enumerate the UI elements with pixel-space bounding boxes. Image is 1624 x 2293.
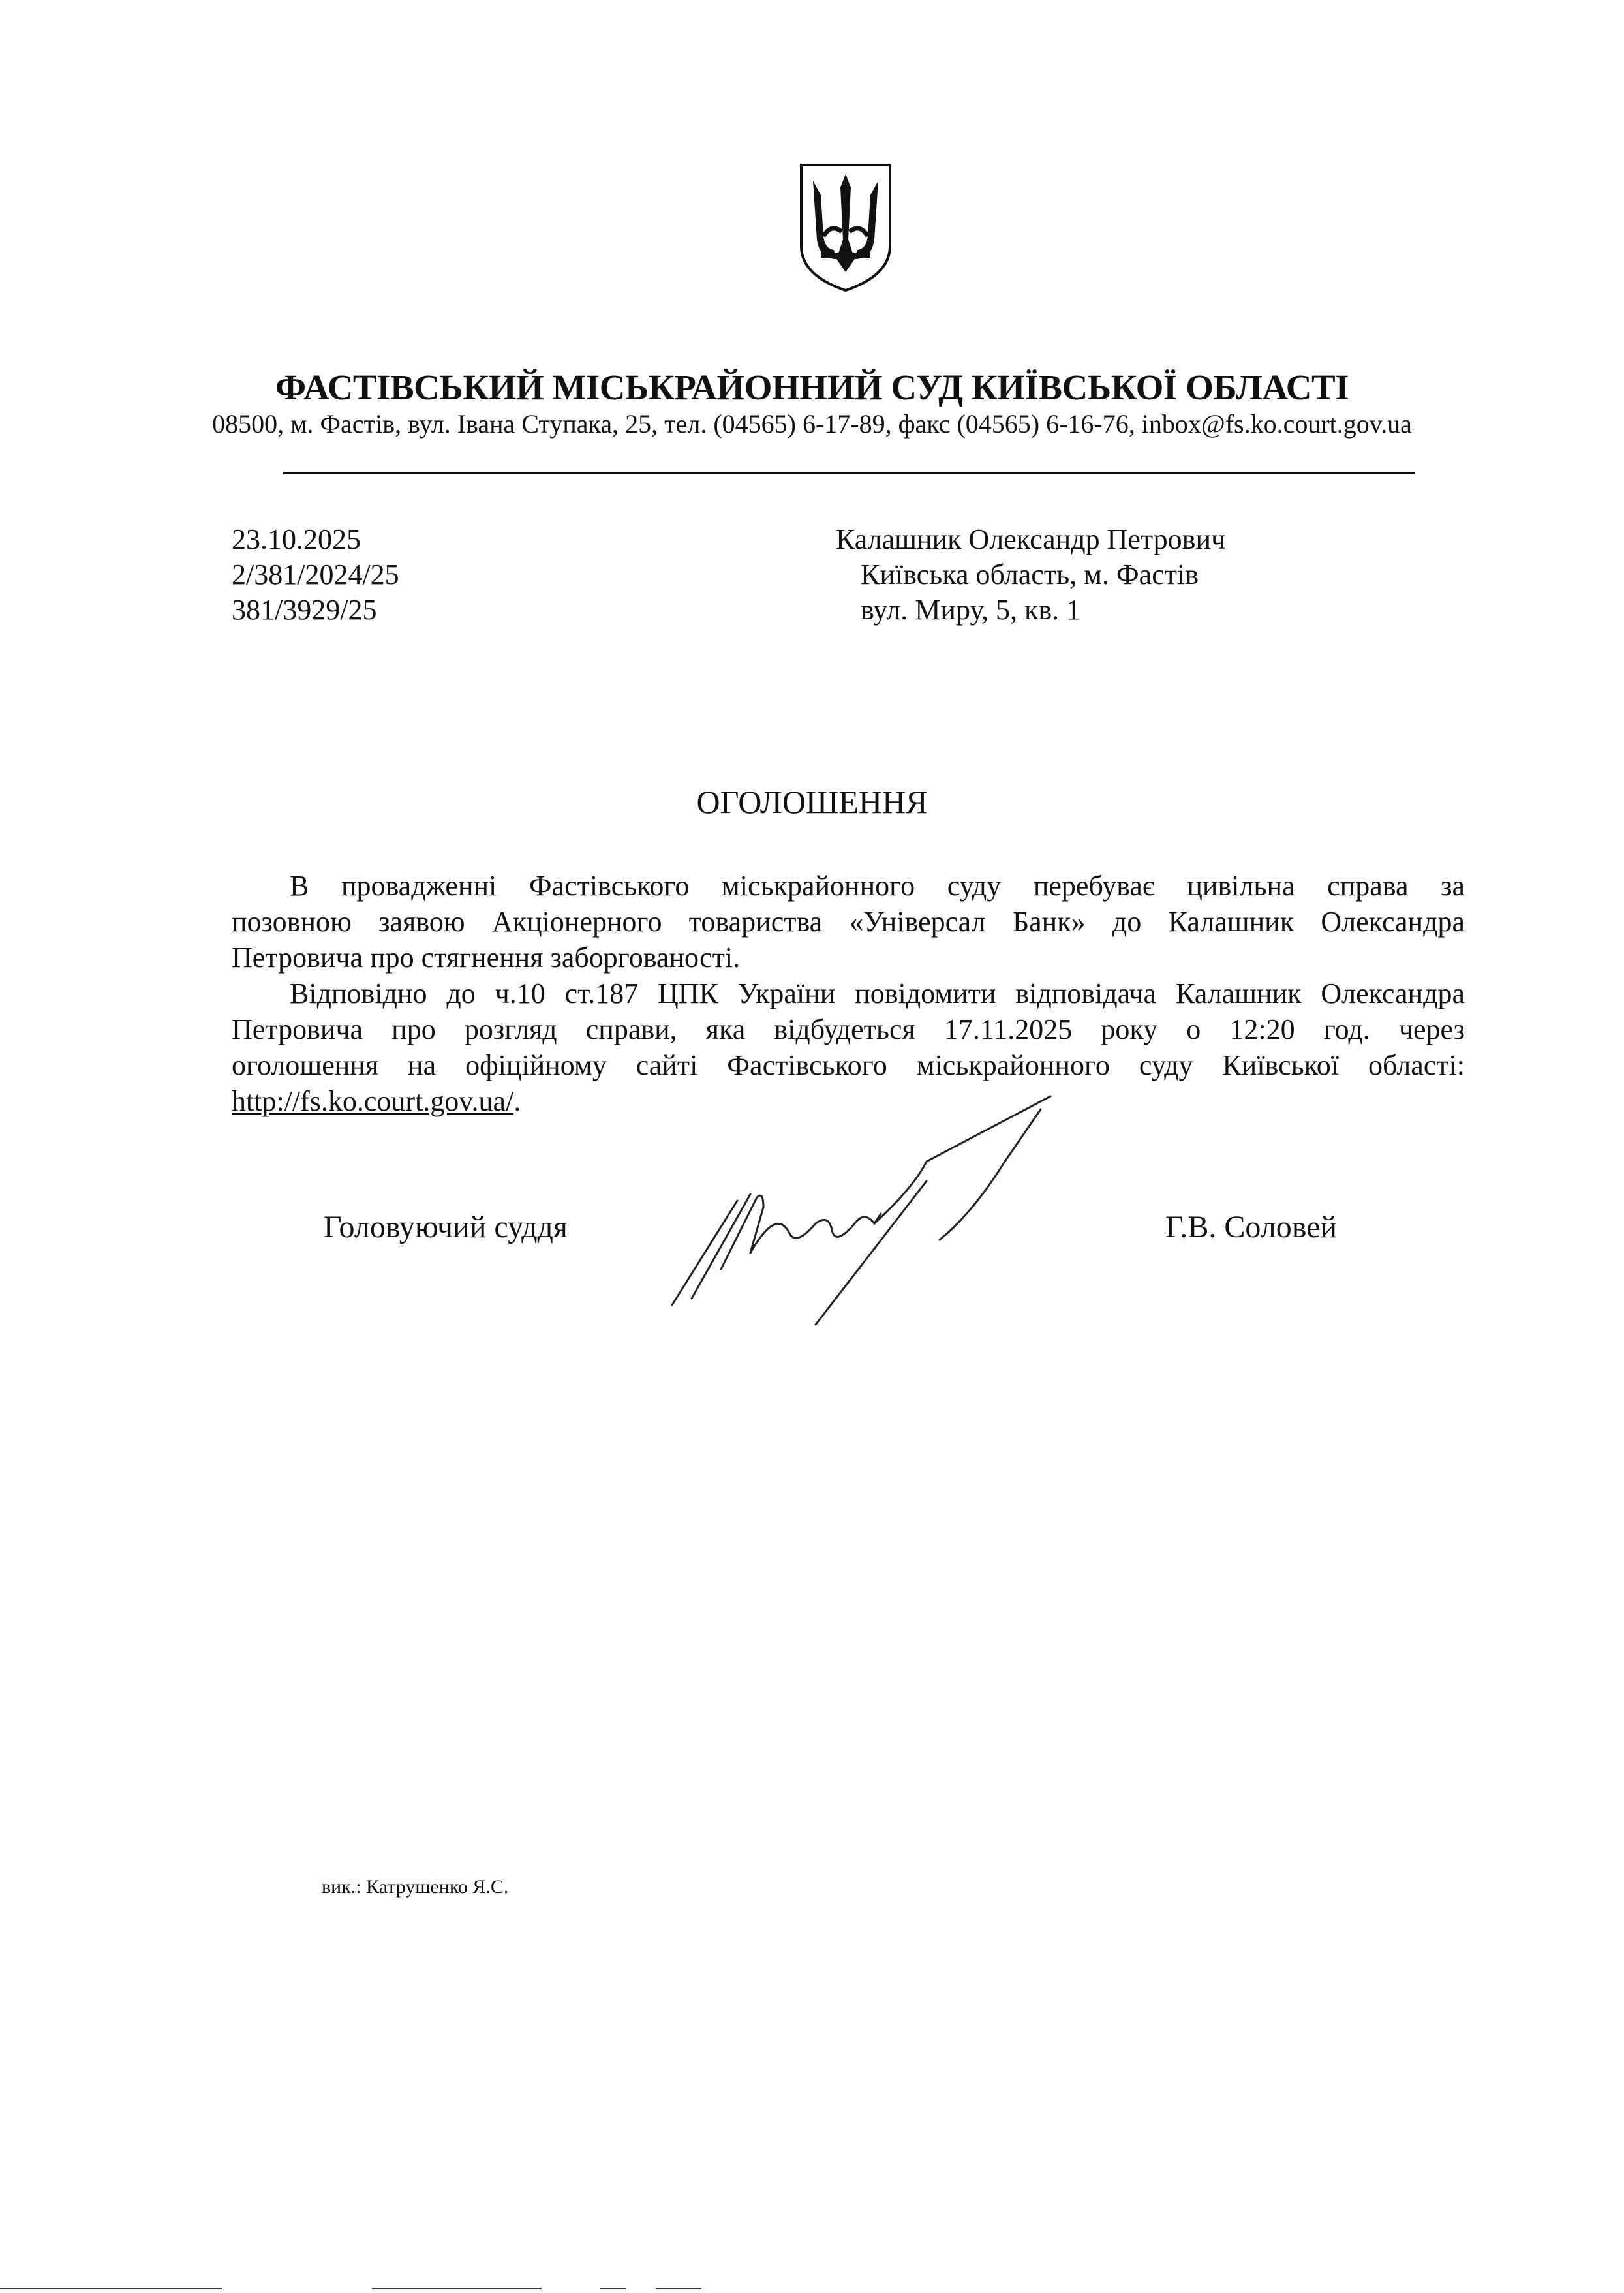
body-line: оголошення на офіційному сайті Фастівського міськрайонного суду Київської області:	[232, 1049, 1465, 1081]
court-address: 08500, м. Фастів, вул. Івана Ступака, 25, тел. (04565) 6-17-89, факс (04565) 6-16-76, inbox@fs.ko.court.gov.ua	[212, 409, 1412, 439]
url-suffix: .	[513, 1085, 521, 1117]
court-website-link[interactable]: http://fs.ko.court.gov.ua/	[232, 1085, 514, 1117]
scan-artifact-line	[372, 2288, 542, 2289]
scan-artifact-line	[600, 2288, 626, 2289]
outgoing-number: 381/3929/25	[232, 594, 377, 626]
header-divider	[283, 472, 1415, 474]
judge-role: Головуючий суддя	[324, 1210, 568, 1244]
recipient-block	[836, 522, 1225, 628]
body-line: Петровича про стягнення заборгованості.	[232, 942, 741, 974]
recipient-name: Калашник Олександр Петрович	[836, 523, 1226, 555]
trident-coat-of-arms-icon	[797, 161, 894, 293]
announcement-body	[232, 868, 1465, 1119]
court-name: ФАСТІВСЬКИЙ МІСЬКРАЙОННИЙ СУД КИЇВСЬКОЇ ОБЛАСТІ	[275, 367, 1349, 407]
body-line: позовною заявою Акціонерного товариства «Універсал Банк» до Калашник Олександра	[232, 906, 1465, 938]
recipient-region-city: Київська область, м. Фастів	[861, 559, 1199, 591]
document-date: 23.10.2025	[232, 523, 361, 555]
judge-name: Г.В. Соловей	[1165, 1210, 1338, 1244]
handwritten-signature	[666, 1083, 1057, 1338]
document-meta	[232, 522, 399, 628]
scan-artifact-line	[0, 2288, 222, 2289]
body-line: В провадженні Фастівського міськрайонного суду перебуває цивільна справа за	[290, 870, 1465, 902]
body-line: Петровича про розгляд справи, яка відбудеться 17.11.2025 року о 12:20 год. через	[232, 1013, 1465, 1045]
document-heading: ОГОЛОШЕННЯ	[696, 784, 928, 820]
scan-artifact-line	[656, 2288, 701, 2289]
executor-note: вик.: Катрушенко Я.С.	[322, 1876, 509, 1898]
body-line: Відповідно до ч.10 ст.187 ЦПК України повідомити відповідача Калашник Олександра	[290, 977, 1465, 1009]
recipient-street: вул. Миру, 5, кв. 1	[861, 594, 1081, 626]
case-number: 2/381/2024/25	[232, 559, 399, 591]
